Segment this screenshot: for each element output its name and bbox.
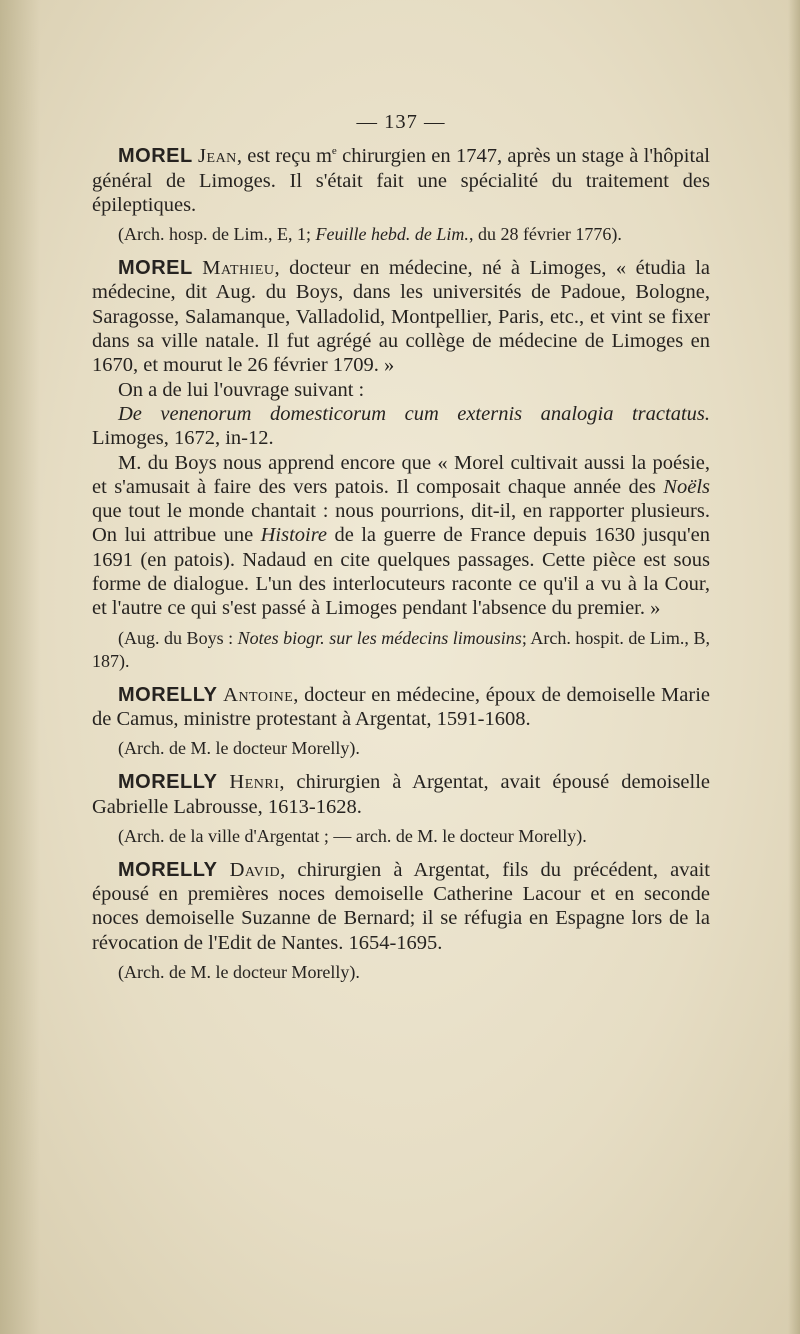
entry-given-name: Jean — [198, 145, 237, 168]
entry-text: que tout le monde chantait : nous pourrions, dit-il, en rapporter plusieurs. On lui attribue une — [92, 500, 710, 547]
reference-text: (Arch. hosp. de Lim., E, 1; — [118, 224, 316, 245]
superscript: e — [331, 145, 337, 158]
entry-surname: MORELLY — [118, 771, 218, 794]
entry-text: Limoges, 1672, in-12. — [92, 427, 274, 450]
entry-surname: MORELLY — [118, 858, 218, 881]
entry-text: , docteur en médecine, époux de demoiselle Marie de Camus, ministre protestant à Argentat, 1591-1608. — [92, 683, 710, 730]
entry-body — [92, 683, 710, 732]
entry-paragraph — [92, 402, 710, 451]
entry-body — [92, 770, 710, 819]
entry-body — [92, 858, 710, 955]
entry-given-name: Mathieu — [202, 257, 275, 280]
page-number: — 137 — — [356, 111, 446, 133]
page-text — [92, 110, 710, 984]
entry-morelly-henri — [92, 770, 710, 848]
reference-text: , du 28 février 1776). — [468, 224, 622, 245]
italic-text: Histoire — [260, 524, 328, 547]
book-title: De venenorum domesticorum cum externis analogia tractatus. — [118, 402, 710, 425]
entry-reference: (Arch. de M. le docteur Morelly). — [118, 738, 360, 759]
entry-reference: (Arch. de M. le docteur Morelly). — [118, 962, 360, 983]
entry-text: M. du Boys nous apprend encore que « Morel cultivait aussi la poésie, et s'amusait à faire des vers patois. Il composait chaque année des — [92, 451, 710, 498]
entry-given-name: David — [229, 858, 281, 881]
entry-text: de la guerre de France depuis 1630 jusqu'en 1691 (en patois). Nadaud en cite quelques passages. Cette pièce est sous forme de dialogue. L'un des interlocuteurs raconte ce qu'il a vu à la Cour, et l'autre ce qui s'est passé à Limoges pendant l'absence du premier. » — [92, 524, 711, 620]
entry-text: , chirurgien à Argentat, fils du précédent, avait épousé en premières noces demoiselle Catherine Lacour et en seconde noces demoiselle Suzanne de Bernard; il se réfugia en Espagne lors de la révocation de l'Edit de Nantes. 1654-1695. — [92, 858, 710, 954]
entry-reference — [92, 627, 710, 673]
entry-body — [92, 144, 710, 217]
entry-surname: MOREL — [118, 145, 193, 168]
entry-surname: MORELLY — [118, 683, 218, 706]
entry-morelly-antoine — [92, 683, 710, 761]
italic-text: Noëls — [663, 475, 710, 498]
reference-italic: Feuille hebd. de Lim. — [315, 224, 469, 245]
entry-morelly-david — [92, 858, 710, 984]
entry-surname: MOREL — [118, 257, 193, 280]
reference-text: ; Arch. hospit. de Lim., B, 187). — [92, 627, 710, 671]
entry-reference: (Arch. de la ville d'Argentat ; — arch. de M. le docteur Morelly). — [118, 825, 587, 846]
entry-reference — [92, 223, 710, 246]
entry-morel-mathieu — [92, 256, 710, 672]
reference-italic: Notes biogr. sur les médecins limousins — [237, 627, 522, 648]
entry-body — [92, 256, 710, 377]
reference-text: (Aug. du Boys : — [118, 627, 238, 648]
entry-paragraph — [92, 451, 710, 621]
entry-text: chirurgien en 1747, après un stage à l'hôpital général de Limoges. Il s'était fait une spécialité du traitement des épileptiques. — [92, 145, 710, 216]
entry-morel-jean — [92, 144, 710, 246]
entry-given-name: Henri — [229, 771, 280, 794]
entry-paragraph: On a de lui l'ouvrage suivant : — [118, 378, 365, 401]
entry-text: , docteur en médecine, né à Limoges, « étudia la médecine, dit Aug. du Boys, dans les universités de Padoue, Bologne, Saragosse, Salamanque, Valladolid, Montpellier, Paris, etc., et vint se fixer dans sa ville natale. Il fut agrégé au collège de médecine de Limoges en 1670, et mourut le 26 février 1709. » — [92, 257, 710, 377]
entry-given-name: Antoine — [223, 683, 294, 706]
entry-text: , chirurgien à Argentat, avait épousé demoiselle Gabrielle Labrousse, 1613-1628. — [92, 771, 711, 818]
entry-text: , est reçu m — [236, 145, 332, 168]
